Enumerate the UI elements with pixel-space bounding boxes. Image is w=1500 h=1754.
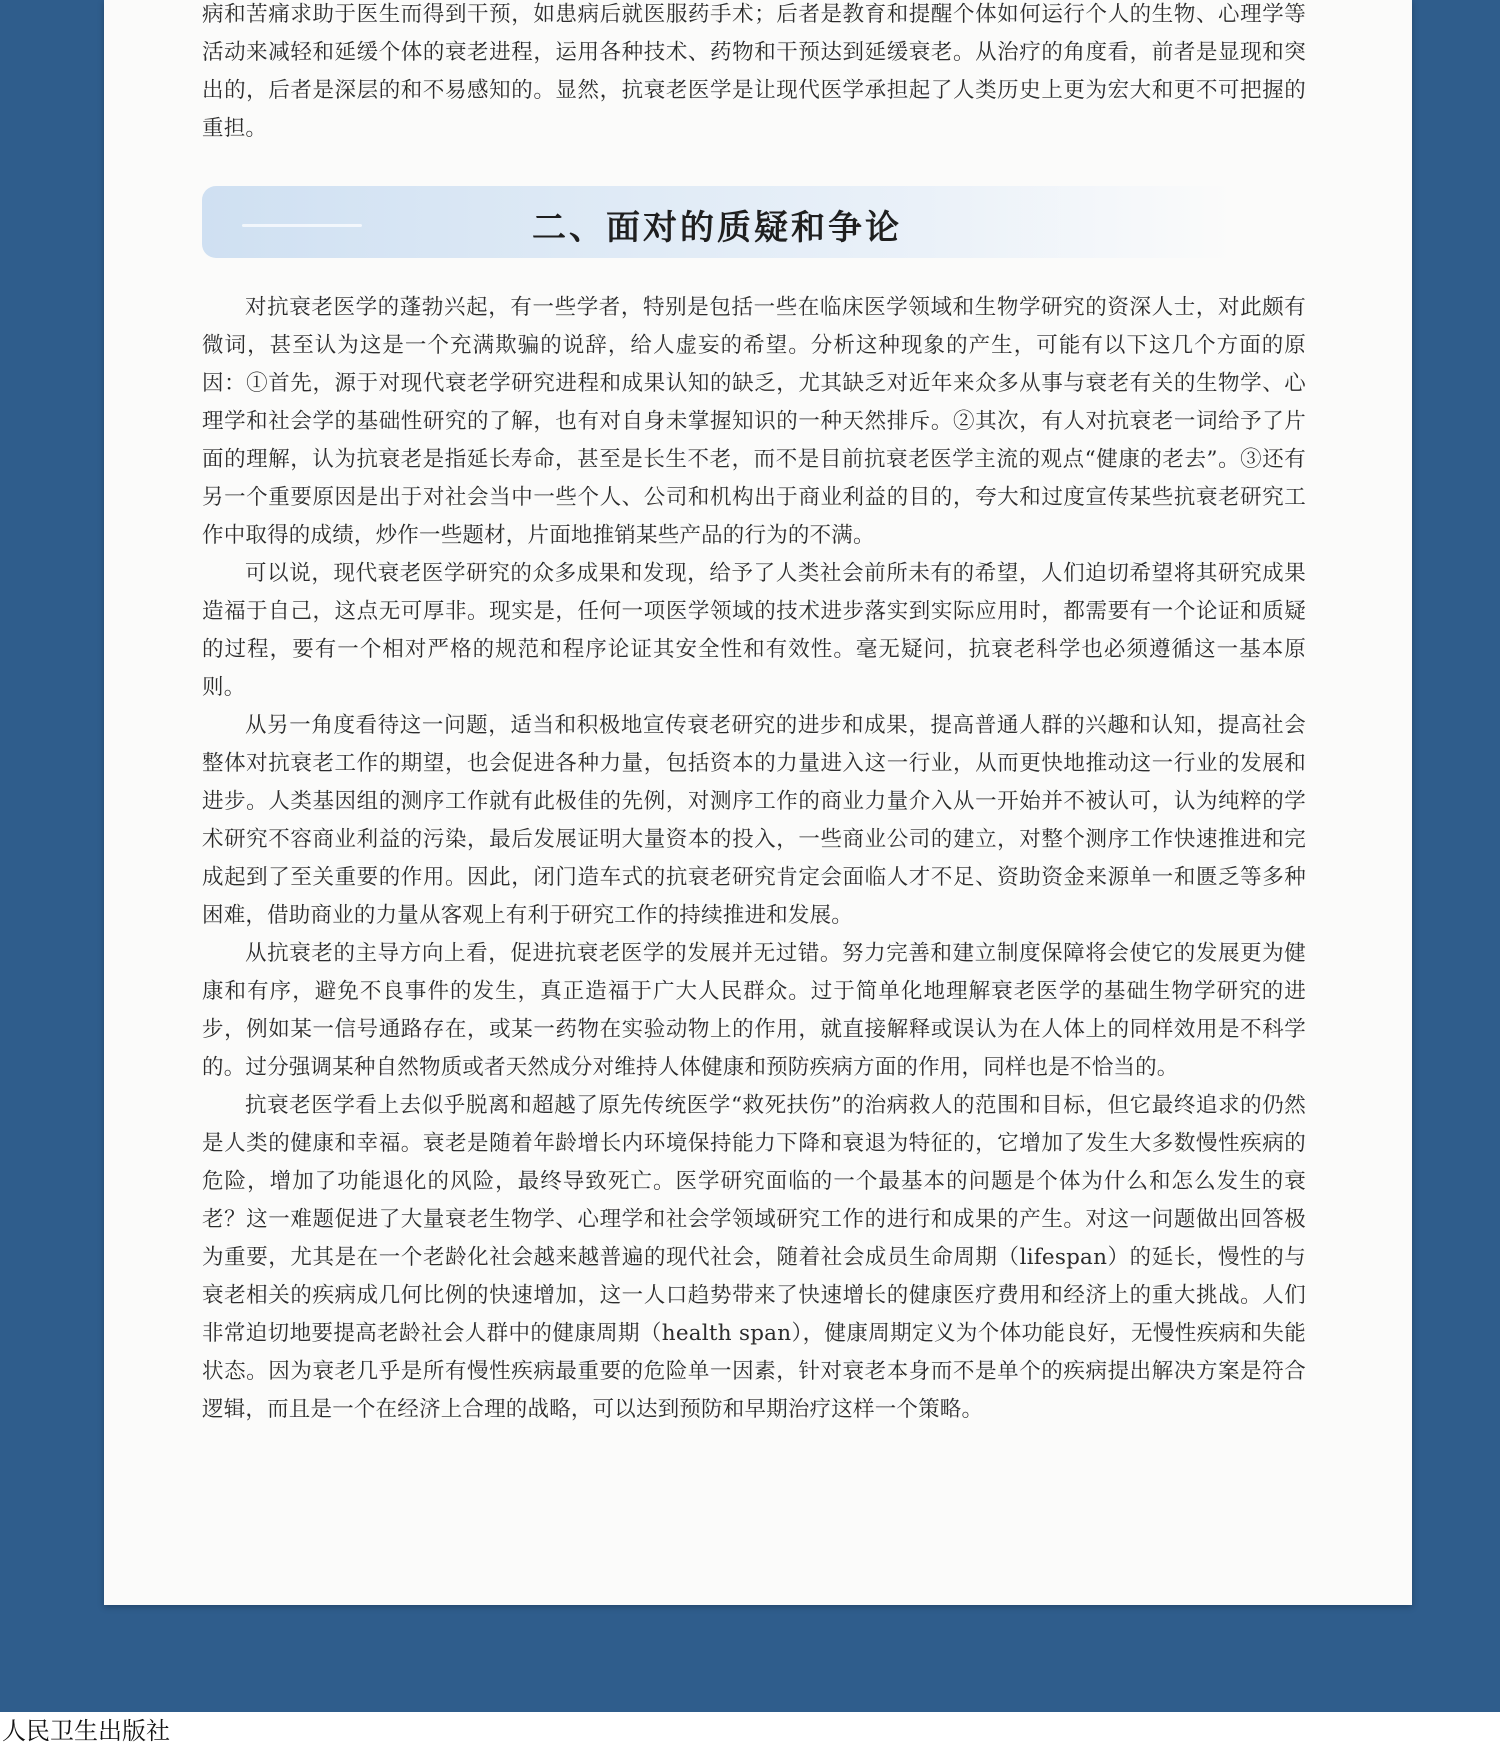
publisher-caption: 人民卫生出版社: [2, 1717, 170, 1745]
paragraph: 对抗衰老医学的蓬勃兴起，有一些学者，特别是包括一些在临床医学领域和生物学研究的资深人士，对此颇有微词，甚至认为这是一个充满欺骗的说辞，给人虚妄的希望。分析这种现象的产生，可能有以下这几个方面的原因：①首先，源于对现代衰老学研究进程和成果认知的缺乏，尤其缺乏对近年来众多从事与衰老有关的生物学、心理学和社会学的基础性研究的了解，也有对自身未掌握知识的一种天然排斥。②其次，有人对抗衰老一词给予了片面的理解，认为抗衰老是指延长寿命，甚至是长生不老，而不是目前抗衰老医学主流的观点“健康的老去”。③还有另一个重要原因是出于对社会当中一些个人、公司和机构出于商业利益的目的，夸大和过度宣传某些抗衰老研究工作中取得的成绩，炒作一些题材，片面地推销某些产品的行为的不满。: [202, 295, 1306, 548]
paragraph: 从抗衰老的主导方向上看，促进抗衰老医学的发展并无过错。努力完善和建立制度保障将会使它的发展更为健康和有序，避免不良事件的发生，真正造福于广大人民群众。过于简单化地理解衰老医学的基础生物学研究的进步，例如某一信号通路存在，或某一药物在实验动物上的作用，就直接解释或误认为在人体上的同样效用是不科学的。过分强调某种自然物质或者天然成分对维持人体健康和预防疾病方面的作用，同样也是不恰当的。: [202, 941, 1306, 1080]
intro-text: 病和苦痛求助于医生而得到干预，如患病后就医服药手术；后者是教育和提醒个体如何运行个人的生物、心理学等活动来减轻和延缓个体的衰老进程，运用各种技术、药物和干预达到延缓衰老。从治疗的角度看，前者是显现和突出的，后者是深层的和不易感知的。显然，抗衰老医学是让现代医学承担起了人类历史上更为宏大和更不可把握的重担。: [202, 2, 1306, 141]
section-heading: 二、面对的质疑和争论: [532, 208, 902, 248]
paragraph: 抗衰老医学看上去似乎脱离和超越了原先传统医学“救死扶伤”的治病救人的范围和目标，但它最终追求的仍然是人类的健康和幸福。衰老是随着年龄增长内环境保持能力下降和衰退为特征的，它增加了发生大多数慢性疾病的危险，增加了功能退化的风险，最终导致死亡。医学研究面临的一个最基本的问题是个体为什么和怎么发生的衰老？这一难题促进了大量衰老生物学、心理学和社会学领域研究工作的进行和成果的产生。对这一问题做出回答极为重要，尤其是在一个老龄化社会越来越普遍的现代社会，随着社会成员生命周期（lifespan）的延长，慢性的与衰老相关的疾病成几何比例的快速增加，这一人口趋势带来了快速增长的健康医疗费用和经济上的重大挑战。人们非常迫切地要提高老龄社会人群中的健康周期（health span），健康周期定义为个体功能良好，无慢性疾病和失能状态。因为衰老几乎是所有慢性疾病最重要的危险单一因素，针对衰老本身而不是单个的疾病提出解决方案是符合逻辑，而且是一个在经济上合理的战略，可以达到预防和早期治疗这样一个策略。: [202, 1093, 1306, 1422]
paragraph: 从另一角度看待这一问题，适当和积极地宣传衰老研究的进步和成果，提高普通人群的兴趣和认知，提高社会整体对抗衰老工作的期望，也会促进各种力量，包括资本的力量进入这一行业，从而更快地推动这一行业的发展和进步。人类基因组的测序工作就有此极佳的先例，对测序工作的商业力量介入从一开始并不被认可，认为纯粹的学术研究不容商业利益的污染，最后发展证明大量资本的投入，一些商业公司的建立，对整个测序工作快速推进和完成起到了至关重要的作用。因此，闭门造车式的抗衰老研究肯定会面临人才不足、资助资金来源单一和匮乏等多种困难，借助商业的力量从客观上有利于研究工作的持续推进和发展。: [202, 713, 1306, 928]
section-heading-band: [202, 186, 1232, 258]
section-body: [202, 289, 1306, 1429]
paragraph: 可以说，现代衰老医学研究的众多成果和发现，给予了人类社会前所未有的希望，人们迫切希望将其研究成果造福于自己，这点无可厚非。现实是，任何一项医学领域的技术进步落实到实际应用时，都需要有一个论证和质疑的过程，要有一个相对严格的规范和程序论证其安全性和有效性。毫无疑问，抗衰老科学也必须遵循这一基本原则。: [202, 561, 1306, 700]
intro-paragraph: [202, 0, 1306, 148]
book-page: [104, 0, 1412, 1605]
